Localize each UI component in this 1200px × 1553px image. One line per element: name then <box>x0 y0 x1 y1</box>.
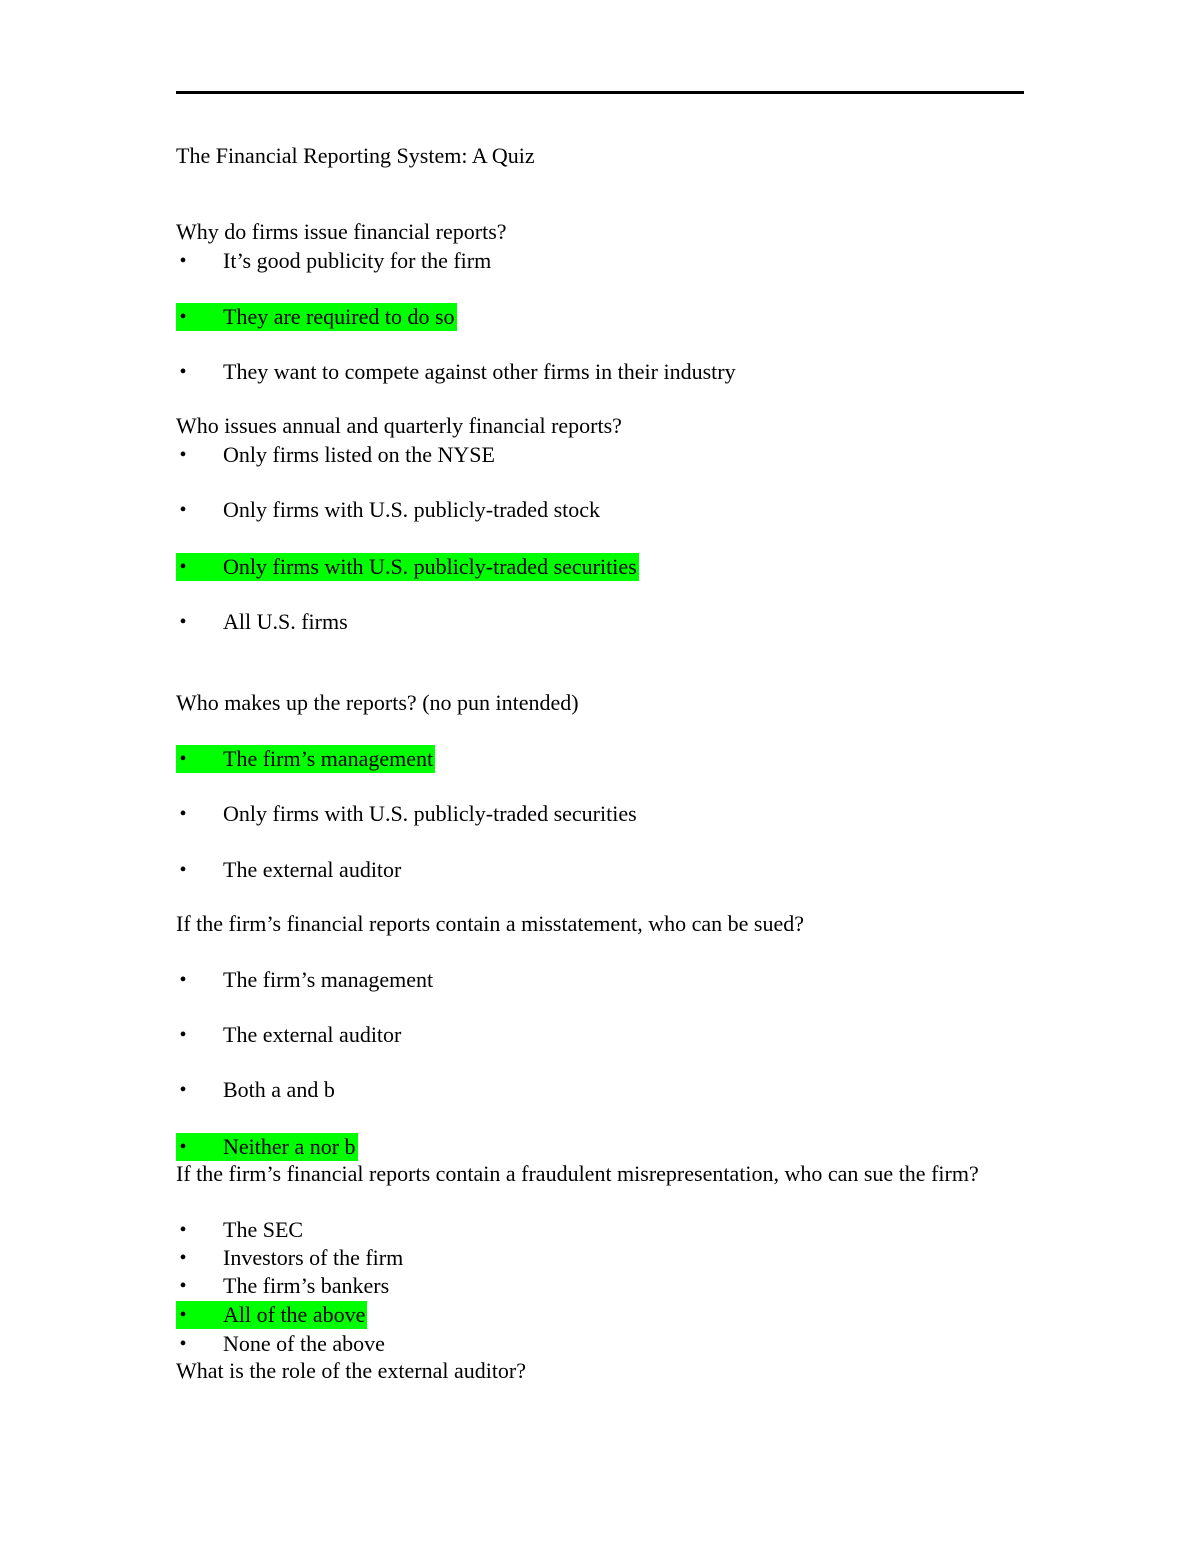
q5-option-a: • The SEC <box>176 1216 305 1244</box>
bullet-icon: • <box>179 1304 187 1326</box>
question-2: Who issues annual and quarterly financial reports? <box>176 413 622 438</box>
q2-option-c-answer: • Only firms with U.S. publicly-traded securities <box>176 553 639 581</box>
q3-option-c: • The external auditor <box>176 856 403 884</box>
header-rule <box>176 91 1024 94</box>
q3-option-b: • Only firms with U.S. publicly-traded securities <box>176 800 639 828</box>
bullet-icon: • <box>179 1024 187 1046</box>
question-1: Why do firms issue financial reports? <box>176 219 507 244</box>
bullet-icon: • <box>179 556 187 578</box>
q1-option-b-answer: • They are required to do so <box>176 303 457 331</box>
q2-option-a: • Only firms listed on the NYSE <box>176 441 497 469</box>
bullet-icon: • <box>179 1219 187 1241</box>
q1-option-c: • They want to compete against other firms in their industry <box>176 358 738 386</box>
q4-option-a: • The firm’s management <box>176 966 435 994</box>
q3-option-a-answer: • The firm’s management <box>176 745 435 773</box>
bullet-icon: • <box>179 306 187 328</box>
bullet-icon: • <box>179 361 187 383</box>
bullet-icon: • <box>179 1079 187 1101</box>
q4-option-c: • Both a and b <box>176 1076 337 1104</box>
question-6: What is the role of the external auditor? <box>176 1358 527 1383</box>
q2-option-d: • All U.S. firms <box>176 608 350 636</box>
q5-option-e: • None of the above <box>176 1330 387 1358</box>
page-title: The Financial Reporting System: A Quiz <box>176 143 535 168</box>
question-4: If the firm’s financial reports contain a misstatement, who can be sued? <box>176 911 805 936</box>
bullet-icon: • <box>179 250 187 272</box>
bullet-icon: • <box>179 444 187 466</box>
bullet-icon: • <box>179 611 187 633</box>
bullet-icon: • <box>179 1275 187 1297</box>
q1-option-a: • It’s good publicity for the firm <box>176 247 493 275</box>
q5-option-d-answer: • All of the above <box>176 1301 367 1329</box>
bullet-icon: • <box>179 748 187 770</box>
bullet-icon: • <box>179 1136 187 1158</box>
q4-option-b: • The external auditor <box>176 1021 403 1049</box>
bullet-icon: • <box>179 969 187 991</box>
q4-option-d-answer: • Neither a nor b <box>176 1133 358 1161</box>
question-3: Who makes up the reports? (no pun intended) <box>176 690 579 715</box>
bullet-icon: • <box>179 1333 187 1355</box>
q2-option-b: • Only firms with U.S. publicly-traded stock <box>176 496 602 524</box>
bullet-icon: • <box>179 859 187 881</box>
q5-option-b: • Investors of the firm <box>176 1244 405 1272</box>
bullet-icon: • <box>179 1247 187 1269</box>
q5-option-c: • The firm’s bankers <box>176 1272 391 1300</box>
bullet-icon: • <box>179 499 187 521</box>
bullet-icon: • <box>179 803 187 825</box>
question-5: If the firm’s financial reports contain a fraudulent misrepresentation, who can sue the firm? <box>176 1161 979 1186</box>
